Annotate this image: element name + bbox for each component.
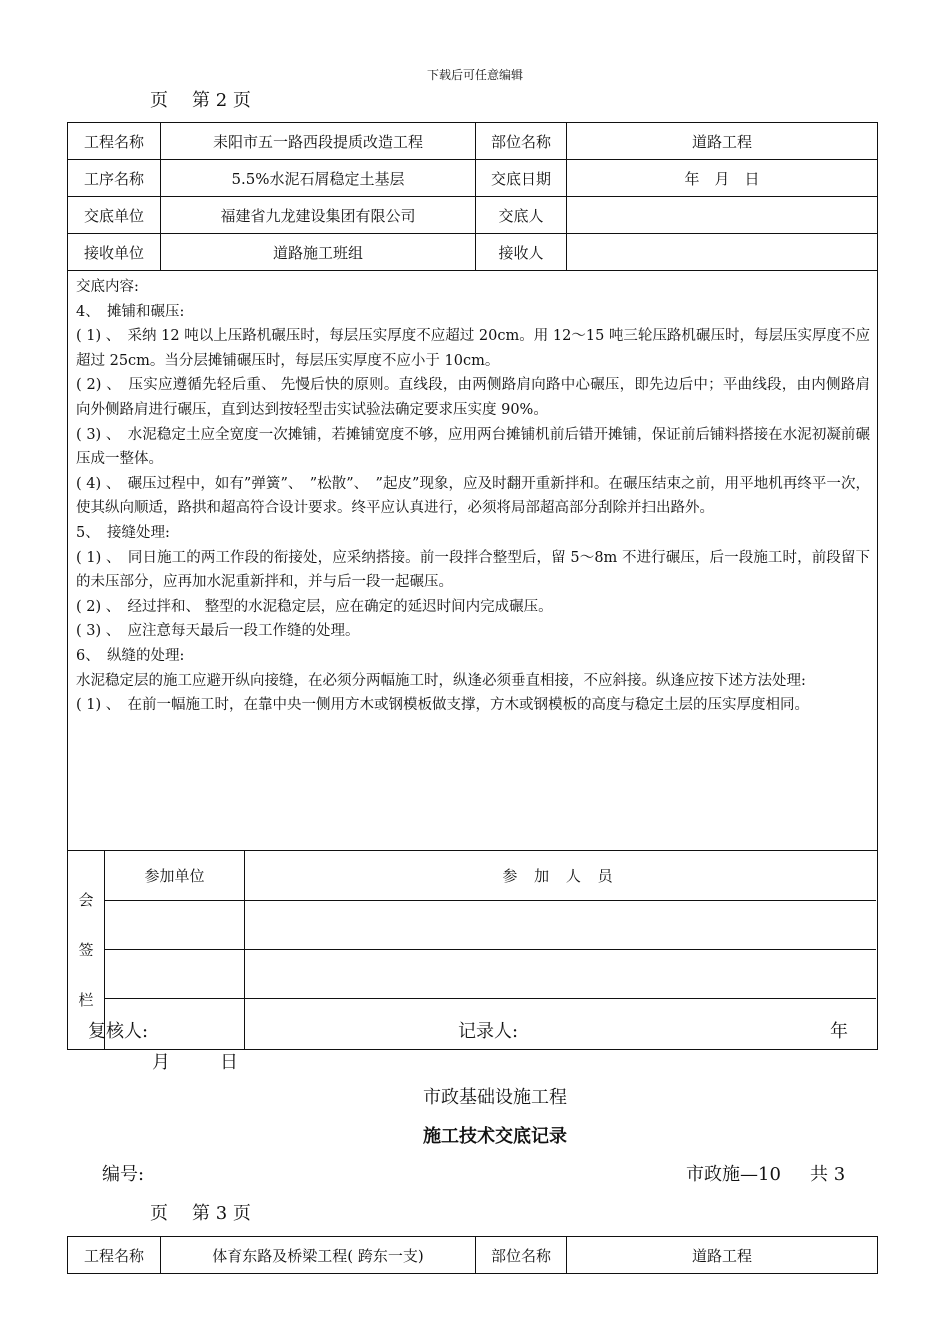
sign-grid-row-line [105, 949, 876, 950]
value-part-name: 道路工程 [567, 123, 878, 160]
value-process-name: 5.5%水泥石屑稳定土基层 [161, 160, 476, 197]
value-project-name: 体育东路及桥梁工程( 跨东一支) [161, 1237, 476, 1274]
value-discloser [567, 197, 878, 234]
value-receiver [567, 234, 878, 271]
form-row-discloser [68, 197, 878, 234]
date-year-label: 年 [830, 1021, 848, 1042]
content-line: 6、 纵缝的处理: [76, 647, 185, 664]
content-line: ( 4) 、 碾压过程中，如有”弹簧”、 ”松散”、 ”起皮”现象，应及时翻开重新拌和。在碾压结束之前，用平地机再终平一次，使其纵向顺适，路拱和超高符合设计要求。终平应认真进行，必须将局部超高部分刮除并扫出路外。 [76, 475, 870, 517]
label-receiver: 接收人 [476, 234, 567, 271]
total-pages: 共 3 [810, 1164, 846, 1185]
sign-label-char: 签 [78, 941, 94, 959]
page-label: 第 2 页 [192, 90, 251, 111]
next-page-subtitle: 施工技术交底记录 [423, 1126, 567, 1147]
label-receiving-unit: 接收单位 [68, 234, 161, 271]
sign-header-personnel: 参 加 人 员 [502, 867, 619, 885]
content-line: ( 2) 、 经过拌和、 整型的水泥稳定层，应在确定的延迟时间内完成碾压。 [76, 598, 553, 615]
serial-label: 编号: [102, 1164, 145, 1185]
label-process-name: 工序名称 [68, 160, 161, 197]
form-row-content [68, 271, 878, 851]
date-day-label: 日 [220, 1052, 238, 1073]
page-prefix: 页 [150, 90, 168, 111]
label-discloser: 交底人 [476, 197, 567, 234]
content-line: ( 3) 、 水泥稳定土应全宽度一次摊铺，若摊铺宽度不够，应用两台摊铺机前后错开摊铺，保证前后铺料搭接在水泥初凝前碾压成一整体。 [76, 426, 870, 468]
sign-label-char: 会 [78, 891, 94, 909]
label-part-name: 部位名称 [476, 123, 567, 160]
disclosure-content [68, 271, 877, 718]
content-line: ( 1) 、 采纳 12 吨以上压路机碾压时，每层压实厚度不应超过 20cm。用 12～15 吨三轮压路机碾压时，每层压实厚度不应超过 25cm。当分层摊铺碾压时，每层压实厚度不应小于 10cm。 [76, 328, 870, 369]
sign-header-unit: 参加单位 [144, 867, 205, 885]
value-part-name: 道路工程 [567, 1237, 878, 1274]
content-line: ( 2) 、 压实应遵循先轻后重、 先慢后快的原则。直线段，由两侧路肩向路中心碾压，即先边后中；平曲线段，由内侧路肩向外侧路肩进行碾压，直到达到按轻型击实试验法确定要求压实度 90%。 [76, 377, 870, 418]
label-disclosure-date: 交底日期 [476, 160, 567, 197]
watermark-text: 下载后可任意编辑 [426, 68, 523, 82]
label-project-name: 工程名称 [68, 1237, 161, 1274]
content-line: ( 1) 、 同日施工的两工作段的衔接处，应采纳搭接。前一段拌合整型后，留 5～8m 不进行碾压，后一段施工时，前段留下的未压部分，应再加水泥重新拌和，并与后一段一起碾压。 [76, 549, 870, 591]
content-line: 4、 摊铺和碾压: [76, 303, 185, 320]
value-project-name: 耒阳市五一路西段提质改造工程 [161, 123, 476, 160]
page-prefix: 页 [150, 1203, 168, 1224]
disclosure-content-cell [68, 271, 878, 851]
label-project-name: 工程名称 [68, 123, 161, 160]
label-disclosure-unit: 交底单位 [68, 197, 161, 234]
value-disclosure-unit: 福建省九龙建设集团有限公司 [161, 197, 476, 234]
form-row-project [68, 123, 878, 160]
sign-grid-row-line [105, 998, 876, 999]
form-row-process [68, 160, 878, 197]
sign-label-char: 栏 [78, 991, 94, 1009]
content-line: ( 3) 、 应注意每天最后一段工作缝的处理。 [76, 623, 360, 640]
form-row-receiver [68, 234, 878, 271]
next-page-form-table [67, 1236, 878, 1274]
content-line: 交底内容: [76, 279, 139, 295]
page-number-bottom [150, 1199, 251, 1225]
recorder-label: 记录人: [458, 1021, 519, 1042]
content-line: 水泥稳定层的施工应避开纵向接缝，在必须分两幅施工时，纵逢必须垂直相接，不应斜接。纵逢应按下述方法处理: [76, 672, 806, 689]
form-code: 市政施—10 [686, 1164, 781, 1185]
page-number-top [150, 86, 251, 112]
page-label: 第 3 页 [192, 1203, 251, 1224]
reviewer-label: 复核人: [88, 1021, 149, 1042]
content-line: 5、 接缝处理: [76, 524, 170, 541]
sign-grid-row-line [105, 900, 876, 901]
next-page-title: 市政基础设施工程 [423, 1087, 567, 1108]
label-part-name: 部位名称 [476, 1237, 567, 1274]
value-receiving-unit: 道路施工班组 [161, 234, 476, 271]
disclosure-form-table [67, 122, 878, 1050]
value-disclosure-date: 年 月 日 [567, 160, 878, 197]
content-line: ( 1) 、 在前一幅施工时，在靠中央一侧用方木或钢模板做支撑，方木或钢模板的高度与稳定土层的压实厚度相同。 [76, 697, 810, 714]
form-row-project [68, 1237, 878, 1274]
date-month-label: 月 [152, 1052, 170, 1073]
